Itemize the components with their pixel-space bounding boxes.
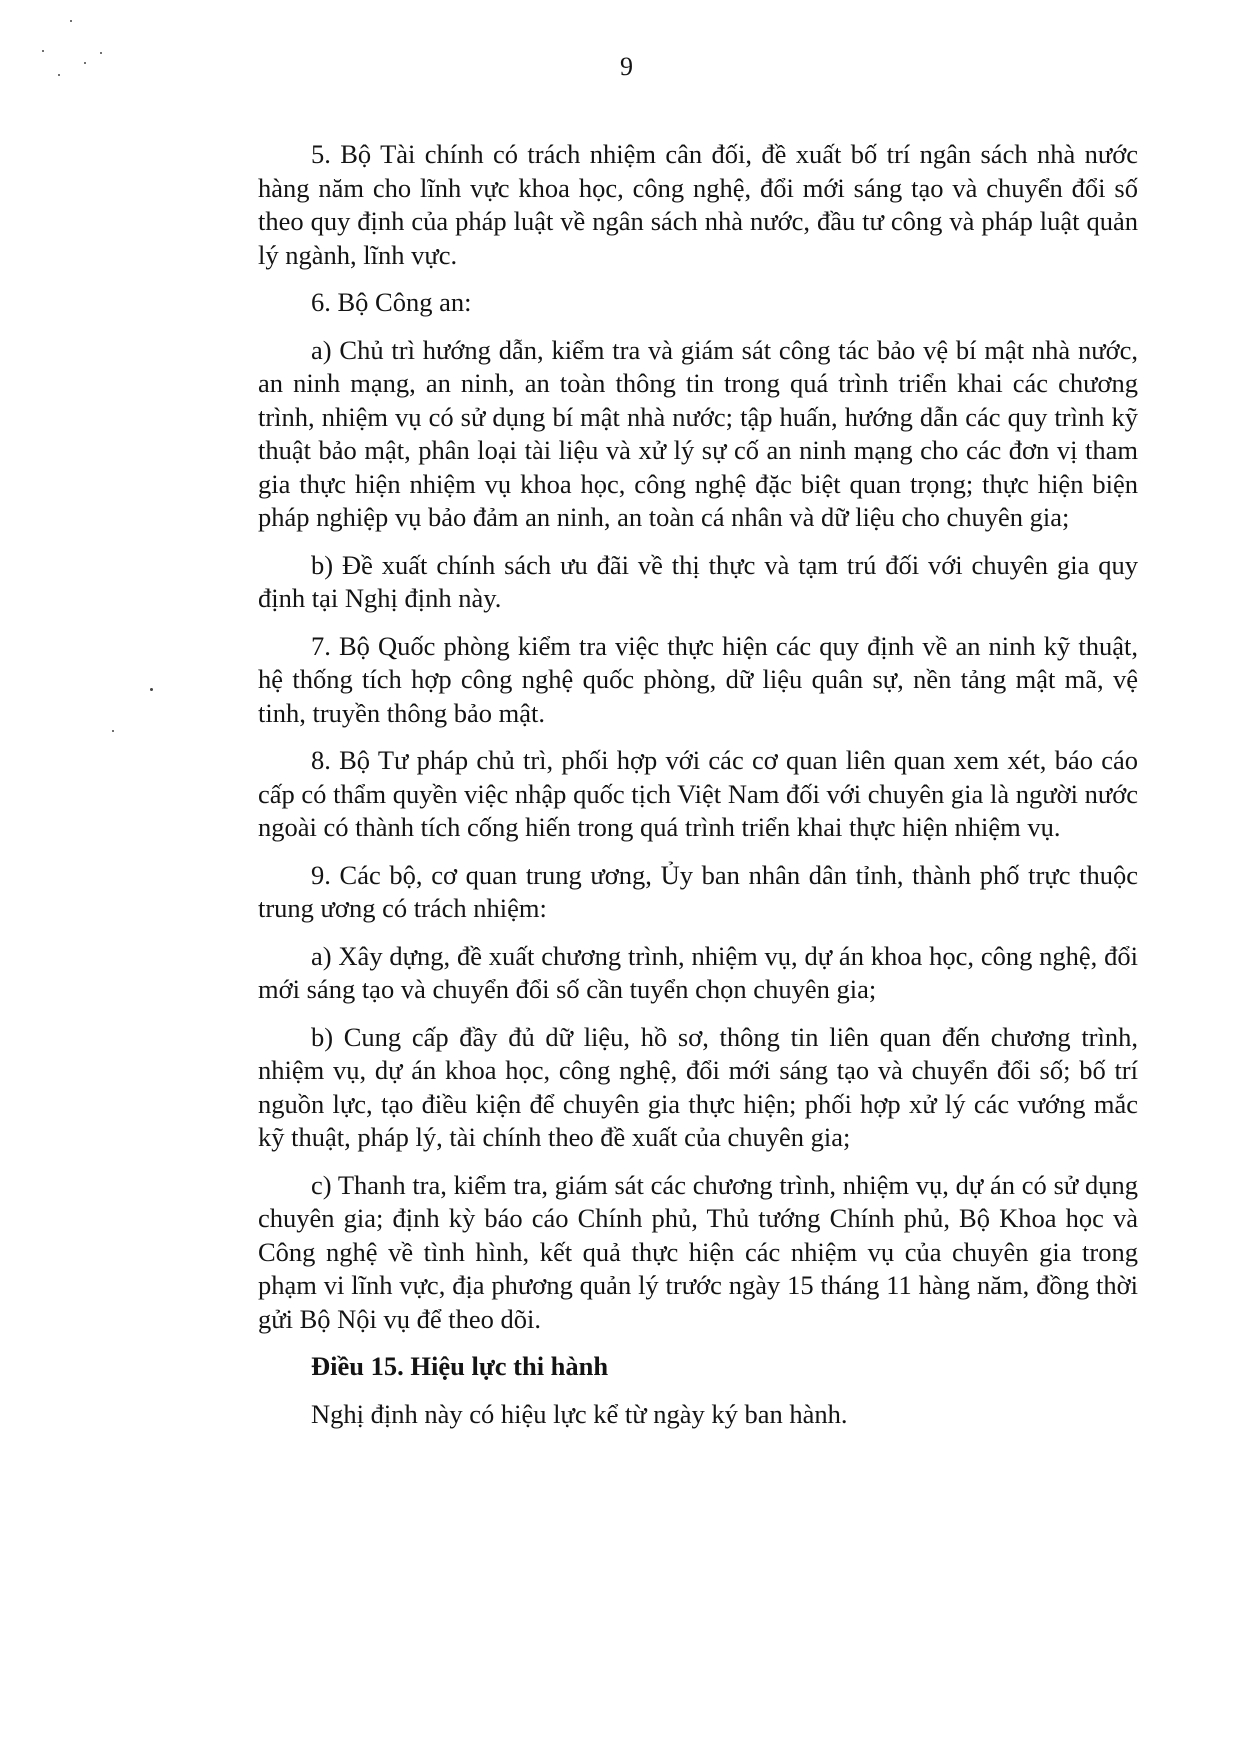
scan-speck [112, 730, 114, 732]
paragraph-9a: a) Xây dựng, đề xuất chương trình, nhiệm vụ, dự án khoa học, công nghệ, đổi mới sáng tạo và chuyển đổi số cần tuyển chọn chuyên gia; [258, 940, 1138, 1004]
paragraph-7-defense: 7. Bộ Quốc phòng kiểm tra việc thực hiện các quy định về an ninh kỹ thuật, hệ thống tích hợp công nghệ quốc phòng, dữ liệu quân sự, nền tảng mật mã, vệ tinh, truyền thông bảo mật. [258, 630, 1138, 728]
paragraph-9-ministries: 9. Các bộ, cơ quan trung ương, Ủy ban nhân dân tỉnh, thành phố trực thuộc trung ương có trách nhiệm: [258, 859, 1138, 923]
paragraph-8-justice: 8. Bộ Tư pháp chủ trì, phối hợp với các cơ quan liên quan xem xét, báo cáo cấp có thẩm quyền việc nhập quốc tịch Việt Nam đối với chuyên gia là người nước ngoài có thành tích cống hiến trong quá trình triển khai thực hiện nhiệm vụ. [258, 745, 1138, 842]
paragraph-9c: c) Thanh tra, kiểm tra, giám sát các chương trình, nhiệm vụ, dự án có sử dụng chuyên gia; định kỳ báo cáo Chính phủ, Thủ tướng Chính phủ, Bộ Khoa học và Công nghệ về tình hình, kết quả thực hiện các nhiệm vụ của chuyên gia trong phạm vi lĩnh vực, địa phương quản lý trước ngày 15 tháng 11 hàng năm, đồng thời gửi Bộ Nội vụ để theo dõi. [258, 1169, 1138, 1334]
paragraph-9b: b) Cung cấp đầy đủ dữ liệu, hồ sơ, thông tin liên quan đến chương trình, nhiệm vụ, dự án khoa học, công nghệ, đổi mới sáng tạo và chuyển đổi số; bố trí nguồn lực, tạo điều kiện để chuyên gia thực hiện; phối hợp xử lý các vướng mắc kỹ thuật, pháp lý, tài chính theo đề xuất của chuyên gia; [258, 1021, 1138, 1152]
paragraph-6b: b) Đề xuất chính sách ưu đãi về thị thực và tạm trú đối với chuyên gia quy định tại Nghị định này. [258, 549, 1138, 613]
document-body [258, 138, 1138, 1445]
paragraph-5-finance: 5. Bộ Tài chính có trách nhiệm cân đối, đề xuất bố trí ngân sách nhà nước hàng năm cho lĩnh vực khoa học, công nghệ, đổi mới sáng tạo và chuyển đổi số theo quy định của pháp luật về ngân sách nhà nước, đầu tư công và pháp luật quản lý ngành, lĩnh vực. [258, 139, 1138, 270]
scan-speck [150, 688, 153, 691]
scan-speck [70, 20, 72, 22]
paragraph-6a: a) Chủ trì hướng dẫn, kiểm tra và giám sát công tác bảo vệ bí mật nhà nước, an ninh mạng, an ninh, an toàn thông tin trong quá trình triển khai các chương trình, nhiệm vụ có sử dụng bí mật nhà nước; tập huấn, hướng dẫn các quy trình kỹ thuật bảo mật, phân loại tài liệu và xử lý sự cố an ninh mạng cho các đơn vị tham gia thực hiện nhiệm vụ khoa học, công nghệ đặc biệt quan trọng; thực hiện biện pháp nghiệp vụ bảo đảm an ninh, an toàn cá nhân và dữ liệu cho chuyên gia; [258, 334, 1138, 532]
page-number: 9 [620, 52, 633, 81]
article-15-heading: Điều 15. Hiệu lực thi hành [311, 1351, 609, 1381]
paragraph-6-public-security: 6. Bộ Công an: [311, 287, 472, 317]
article-15-text: Nghị định này có hiệu lực kể từ ngày ký ban hành. [311, 1398, 848, 1429]
